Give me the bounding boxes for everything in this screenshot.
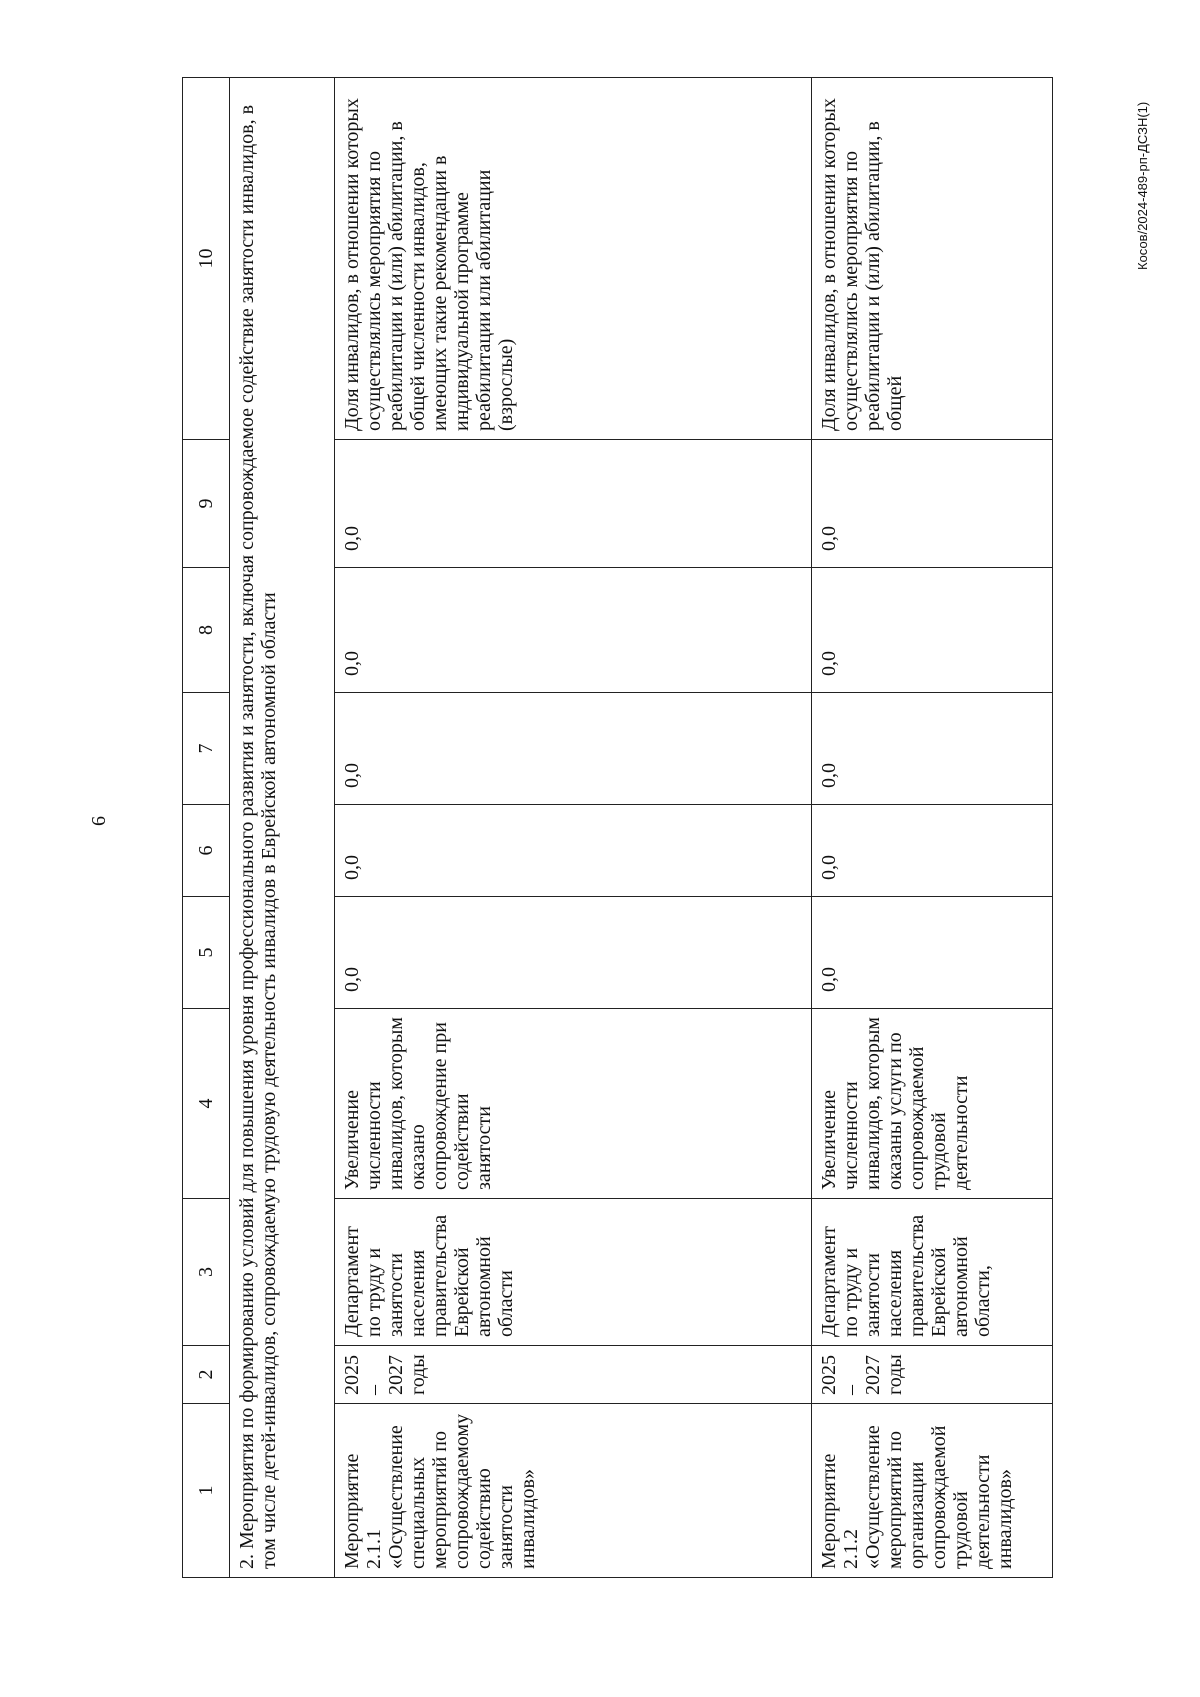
value-cell: 0,0	[335, 693, 812, 805]
value-cell: 0,0	[812, 568, 1053, 693]
value-cell: 0,0	[335, 440, 812, 568]
value-cell: 0,0	[335, 805, 812, 897]
value-cell: 0,0	[812, 440, 1053, 568]
value-cell: 0,0	[812, 693, 1053, 805]
col-header: 7	[183, 693, 230, 805]
indicator: Доля инвалидов, в отношении которых осуществлялись мероприятия по реабилитации и (или) абилитации, в общей	[812, 78, 1053, 440]
executor: Департамент по труду и занятости населения правительства Еврейской автономной области	[335, 1199, 812, 1346]
value-cell: 0,0	[812, 897, 1053, 1009]
col-header: 6	[183, 805, 230, 897]
measures-table	[182, 77, 1053, 1578]
section-title: 2. Мероприятия по формированию условий для повышения уровня профессионального развития и занятости, включая сопровождаемое содействие занятости инвалидов, в том числе детей-инвалидов, сопровождаемую трудовую деятельность инвалидов в Еврейской автономной области	[230, 78, 335, 1578]
period: 2025 – 2027 годы	[335, 1346, 812, 1404]
col-header: 1	[183, 1404, 230, 1578]
document-code: Косов/2024-489-рп-ДСЗН(1)	[1135, 101, 1150, 270]
col-header: 5	[183, 897, 230, 1009]
col-header: 10	[183, 78, 230, 440]
col-header: 4	[183, 1009, 230, 1199]
col-header: 2	[183, 1346, 230, 1404]
period: 2025 – 2027 годы	[812, 1346, 1053, 1404]
value-cell: 0,0	[812, 805, 1053, 897]
col-header: 3	[183, 1199, 230, 1346]
expected-result: Увеличение численности инвалидов, которым оказано сопровождение при содействии занятости	[335, 1009, 812, 1199]
value-cell: 0,0	[335, 568, 812, 693]
executor: Департамент по труду и занятости населения правительства Еврейской автономной области,	[812, 1199, 1053, 1346]
header-row	[183, 78, 230, 1578]
measure-name: Мероприятие 2.1.2 «Осуществление мероприятий по организации сопровождаемой трудовой деятельности инвалидов»	[812, 1404, 1053, 1578]
col-header: 8	[183, 568, 230, 693]
rotated-table-wrapper	[182, 78, 1082, 1578]
page-number: 6	[88, 816, 110, 826]
table-row	[335, 78, 812, 1578]
expected-result: Увеличение численности инвалидов, которым оказаны услуги по сопровождаемой трудовой деятельности	[812, 1009, 1053, 1199]
value-cell: 0,0	[335, 897, 812, 1009]
col-header: 9	[183, 440, 230, 568]
table-row	[812, 78, 1053, 1578]
indicator: Доля инвалидов, в отношении которых осуществлялись мероприятия по реабилитации и (или) абилитации, в общей численности инвалидов, имеющих такие рекомендации в индивидуальной программе реабилитации или абилитации (взрослые)	[335, 78, 812, 440]
measure-name: Мероприятие 2.1.1 «Осуществление специальных мероприятий по сопровождаемому содействию занятости инвалидов»	[335, 1404, 812, 1578]
section-row	[230, 78, 335, 1578]
